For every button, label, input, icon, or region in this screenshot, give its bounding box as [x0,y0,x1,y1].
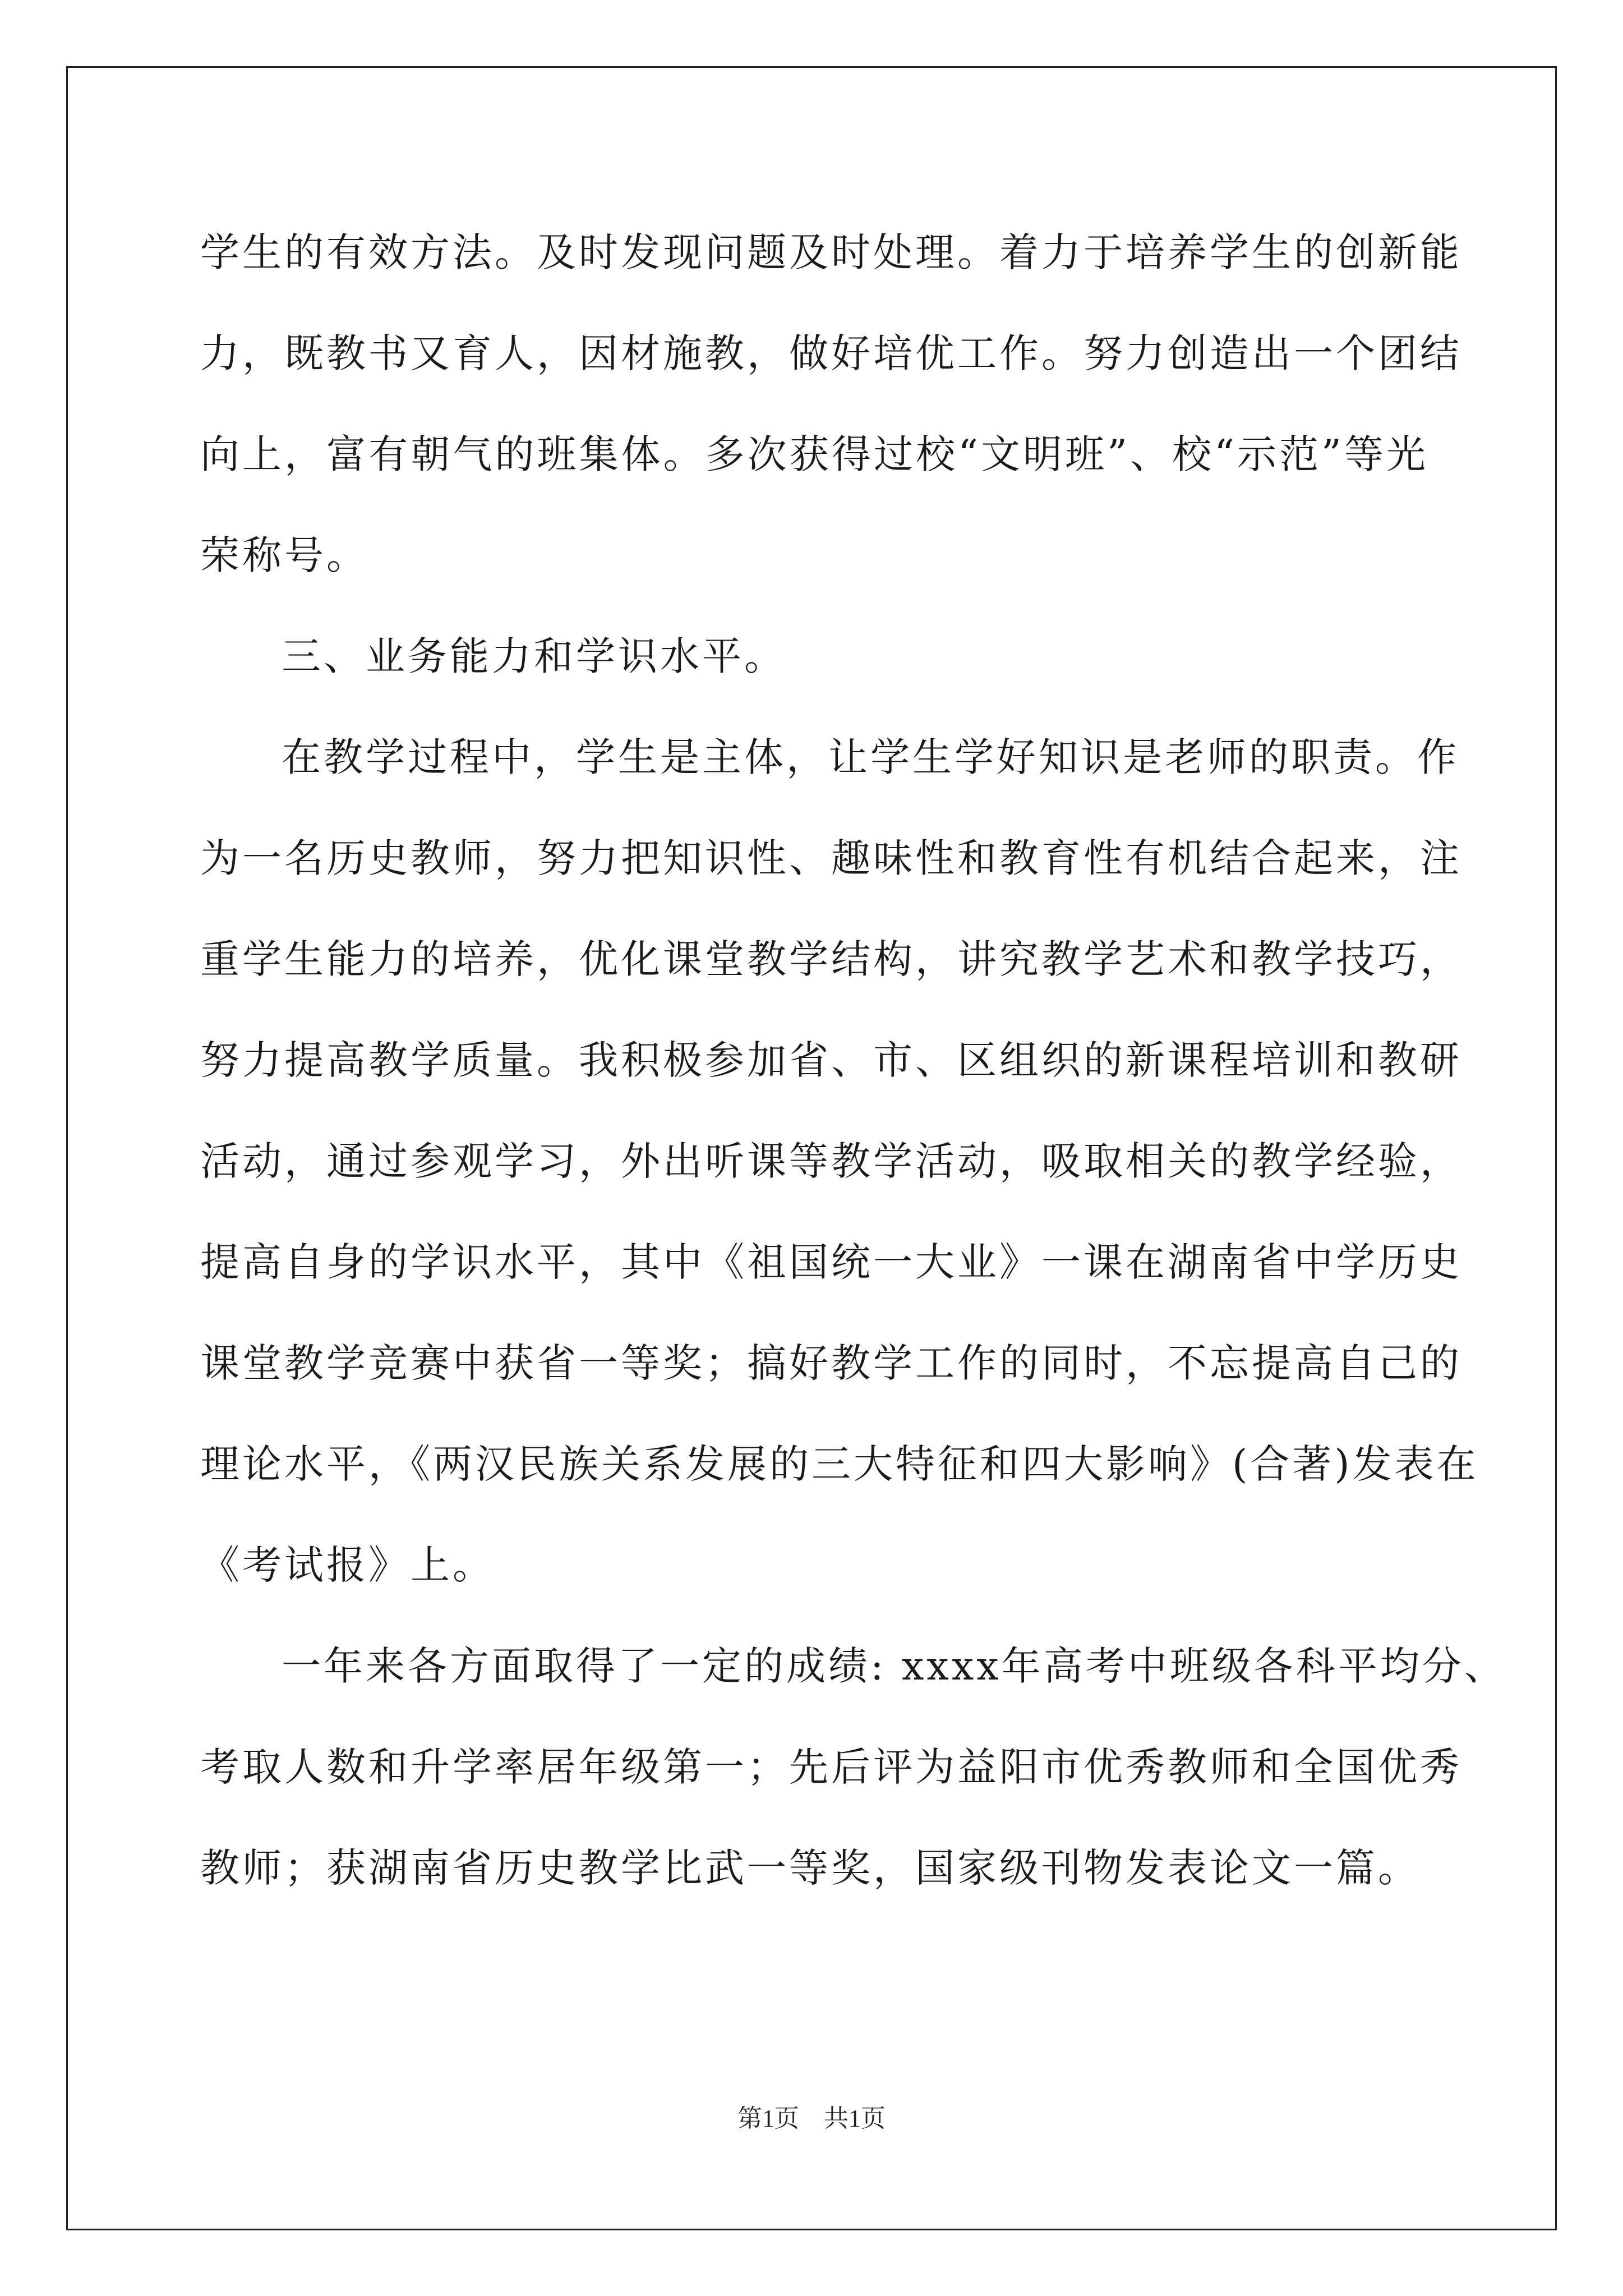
text-line: 提高自身的学识水平，其中《祖国统一大业》一课在湖南省中学历史 [200,1239,1462,1285]
text-line: 荣称号。 [200,532,368,578]
text-line: 《考试报》上。 [200,1542,495,1588]
text-line: 为一名历史教师，努力把知识性、趣味性和教育性有机结合起来，注 [200,835,1462,881]
text-line: 向上，富有朝气的班集体。多次获得过校“文明班”、校“示范”等光 [200,431,1428,477]
text-line: 重学生能力的培养，优化课堂教学结构，讲究教学艺术和教学技巧， [200,936,1462,982]
text-line: 课堂教学竞赛中获省一等奖；搞好教学工作的同时，不忘提高自己的 [200,1340,1462,1386]
text-line: 力，既教书又育人，因材施教，做好培优工作。努力创造出一个团结 [200,330,1462,376]
text-line: 理论水平，《两汉民族关系发展的三大特征和四大影响》(合著)发表在 [200,1441,1479,1487]
text-line: 考取人数和升学率居年级第一；先后评为益阳市优秀教师和全国优秀 [200,1744,1462,1790]
text-line: 活动，通过参观学习，外出听课等教学活动，吸取相关的教学经验， [200,1138,1462,1184]
text-line: 努力提高教学质量。我积极参加省、市、区组织的新课程培训和教研 [200,1037,1462,1083]
text-line: 教师；获湖南省历史教学比武一等奖，国家级刊物发表论文一篇。 [200,1845,1420,1891]
page-number: 第1页 共1页 [737,2105,886,2132]
text-line: 一年来各方面取得了一定的成绩: xxxx年高考中班级各科平均分、 [282,1643,1506,1689]
document-body [200,202,1506,1918]
text-line: 学生的有效方法。及时发现问题及时处理。着力于培养学生的创新能 [200,229,1462,275]
section-heading: 三、业务能力和学识水平。 [282,633,786,679]
text-line: 在教学过程中，学生是主体，让学生学好知识是老师的职责。作 [282,734,1459,780]
